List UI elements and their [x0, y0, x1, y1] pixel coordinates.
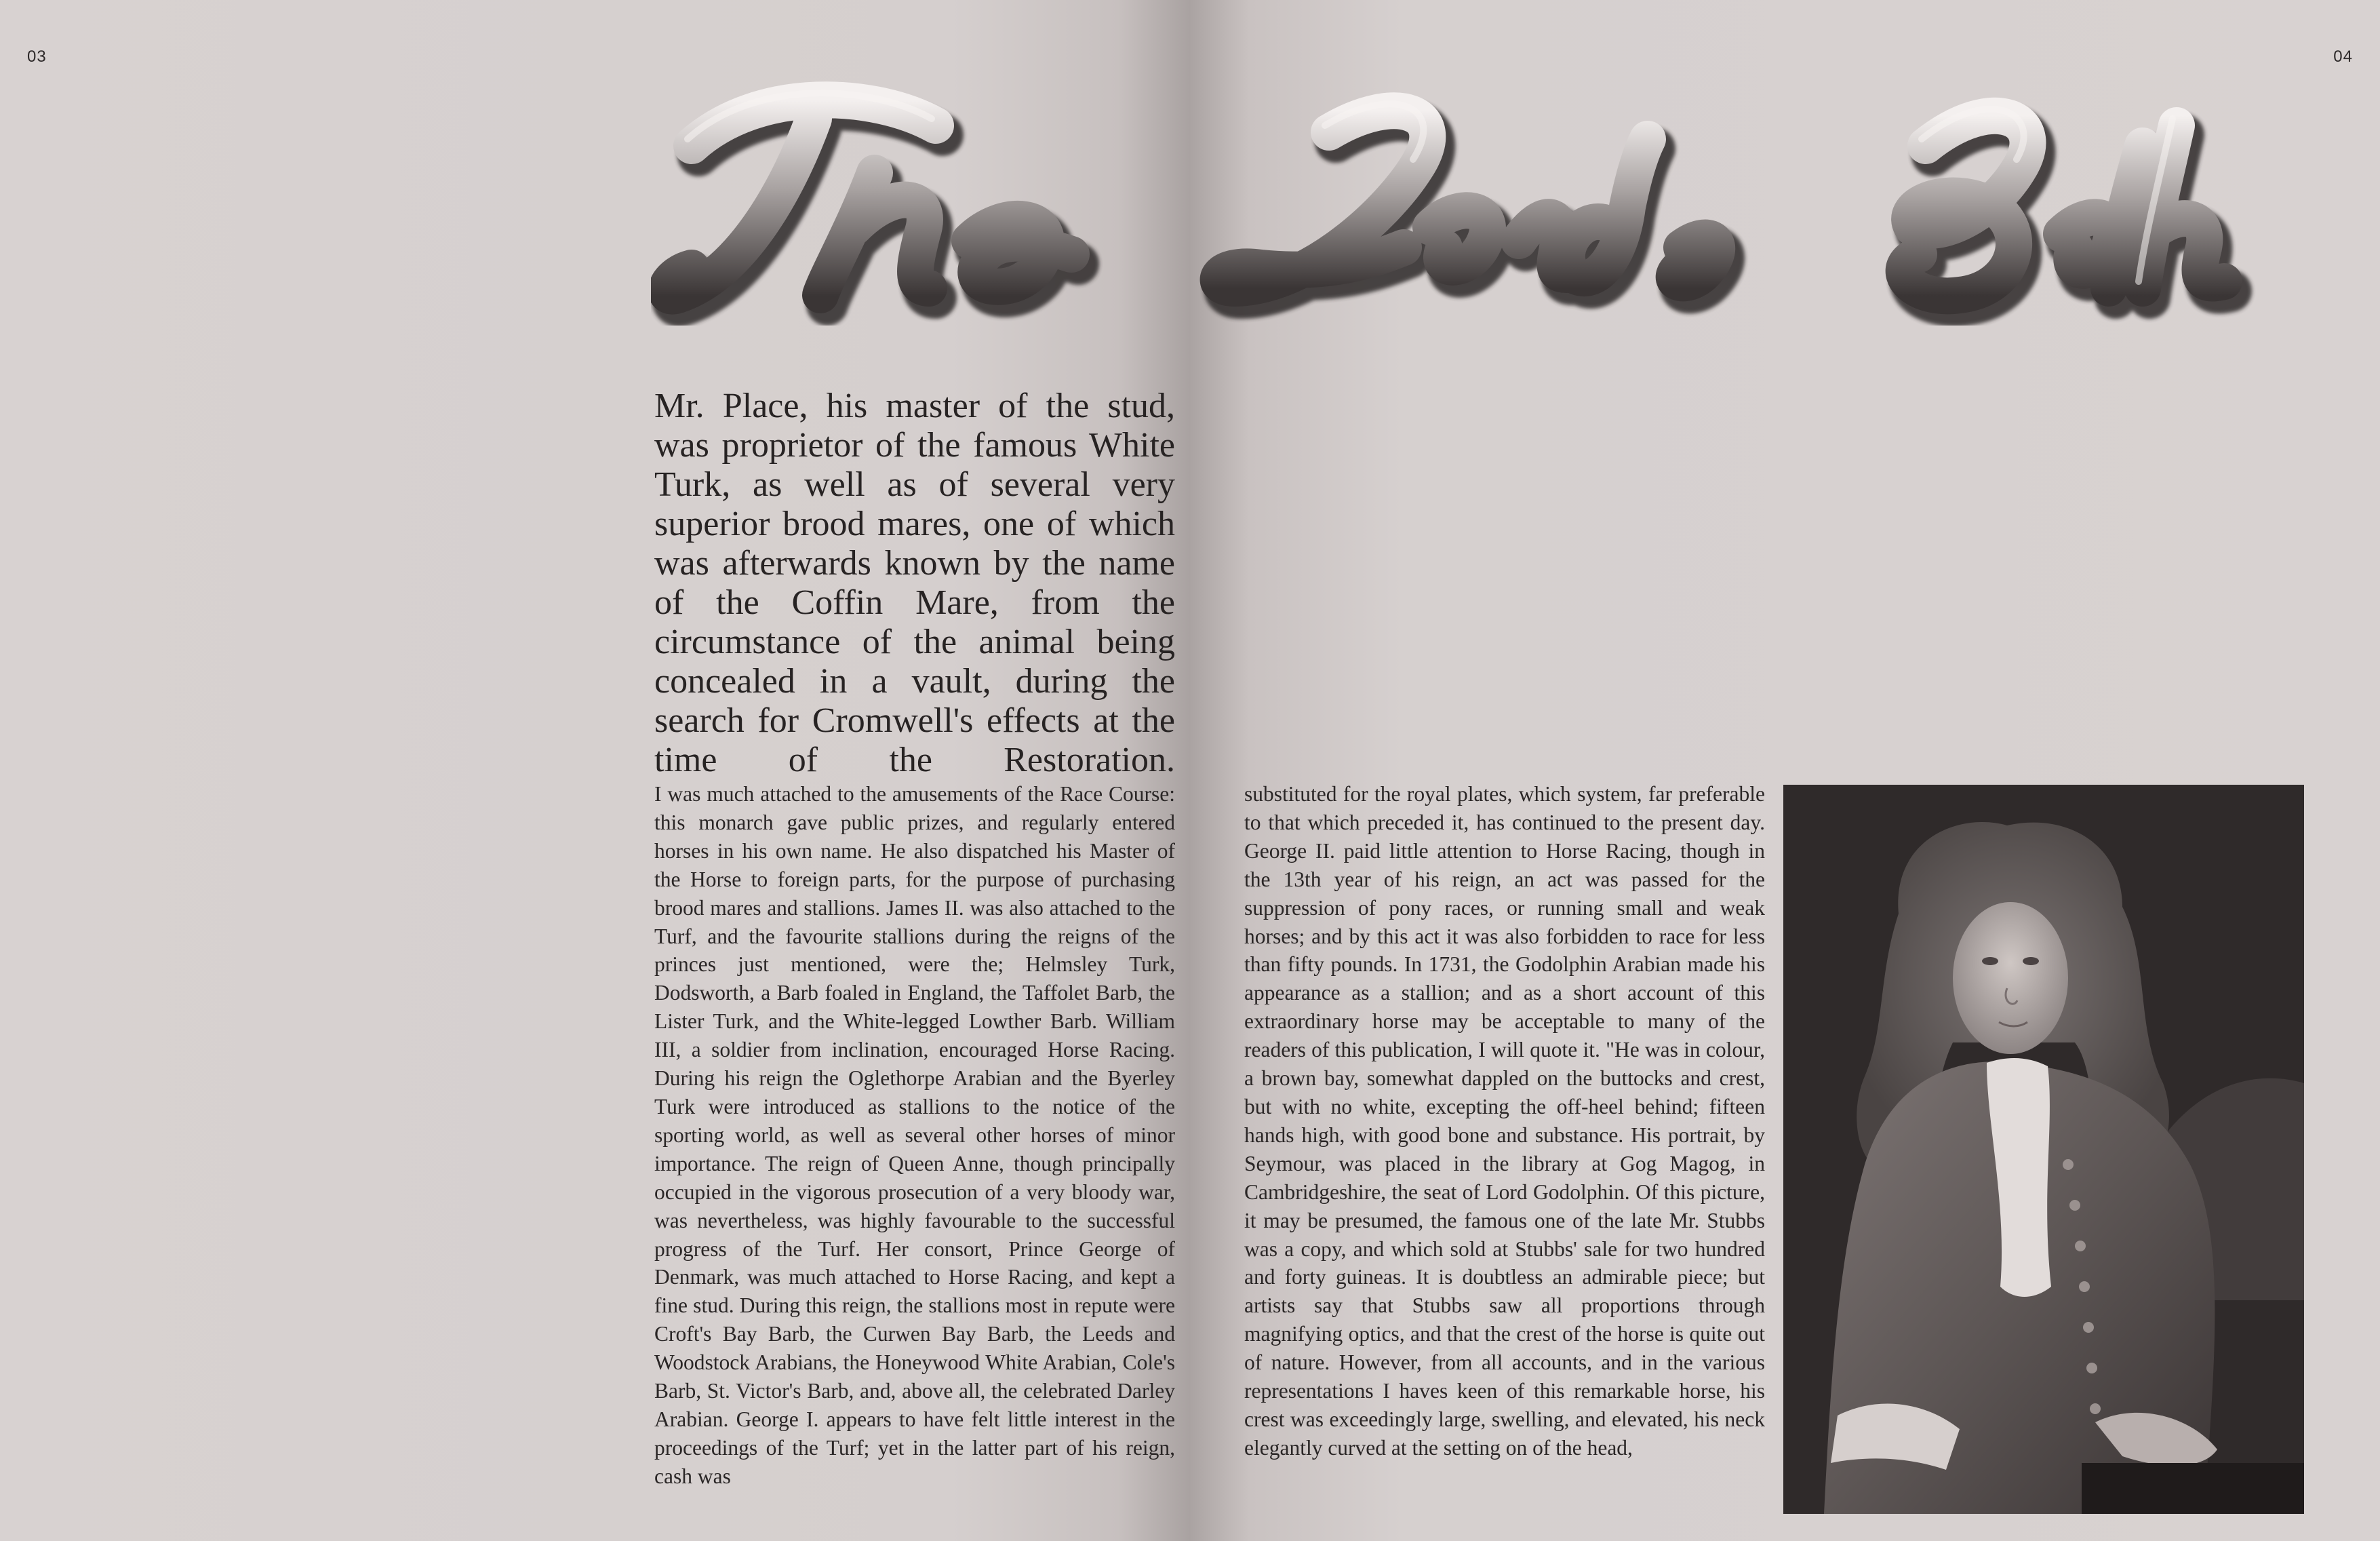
title-lettering — [651, 71, 2278, 356]
body-column-right: substituted for the royal plates, which system, far preferable to that which preceded it, has continued to the present day. George II. paid little attention to Horse Racing, though in the 13th year of his reign, an act was passed for the suppression of pony races, or running small and weak horses; and by this act it was also forbidden to race for less than fifty pounds. In 1731, the Godolphin Arabian made his appearance as a stallion; and as a short account of this extraordinary horse may be acceptable to many of the readers of this publication, I will quote it. "He was in colour, a brown bay, somewhat dappled on the buttocks and crest, but with no white, excepting the off-heel behind; fifteen hands high, with good bone and substance. His portrait, by Seymour, was placed in the library at Gog Magog, in Cambridgeshire, the seat of Lord Godolphin. Of this picture, it may be presumed, the famous one of the late Mr. Stubbs was a copy, and which sold at Stubbs' sale for two hundred and forty guineas. It is doubtless an admirable piece; but artists say that Stubbs saw all proportions through magnifying optics, and that the crest of the horse is quite out of nature. However, from all accounts, and in the various representations I haves keen of this remarkable horse, his crest was exceedingly large, swelling, and elevated, his neck elegantly curved at the setting on of the head, — [1244, 782, 1765, 1460]
lead-paragraph: Mr. Place, his master of the stud, was proprietor of the famous White Turk, as well as of several very superior brood mares, one of which was afterwards known by the name of the Coffin Mare, from the circumstance of the animal being concealed in a vault, during the search for Cromwell's effects at the time of the Restoration. — [654, 387, 1175, 779]
portrait-image — [1783, 785, 2304, 1514]
portrait-artwork — [1783, 785, 2304, 1514]
title-artwork — [651, 71, 2278, 356]
body-column-left: I was much attached to the amusements of the Race Course: this monarch gave public prizes, and regularly entered horses in his own name. He also dispatched his Master of the Horse to foreign parts, for the purpose of purchasing brood mares and stallions. James II. was also attached to the Turf, and the favourite stallions during the reigns of the princes just mentioned, were the; Helmsley Turk, Dodsworth, a Barb foaled in England, the Taffolet Barb, the Lister Turk, and the White-legged Lowther Barb. William III, a soldier from inclination, encouraged Horse Racing. During his reign the Oglethorpe Arabian and the Byerley Turk were introduced as stallions to the notice of the sporting world, as well as several other horses of minor importance. The reign of Queen Anne, though principally occupied in the vigorous prosecution of a very bloody war, was nevertheless, was highly favourable to the successful progress of the Turf. Her consort, Prince George of Denmark, was much attached to Horse Racing, and kept a fine stud. During this reign, the stallions most in repute were Croft's Bay Barb, the Curwen Bay Barb, the Leeds and Woodstock Arabians, the Honeywood White Arabian, Cole's Barb, St. Victor's Barb, and, above all, the celebrated Darley Arabian. George I. appears to have felt little interest in the proceedings of the Turf; yet in the latter part of his reign, cash was — [654, 782, 1175, 1488]
page-number-right: 04 — [2333, 47, 2353, 66]
page-number-left: 03 — [27, 47, 47, 66]
